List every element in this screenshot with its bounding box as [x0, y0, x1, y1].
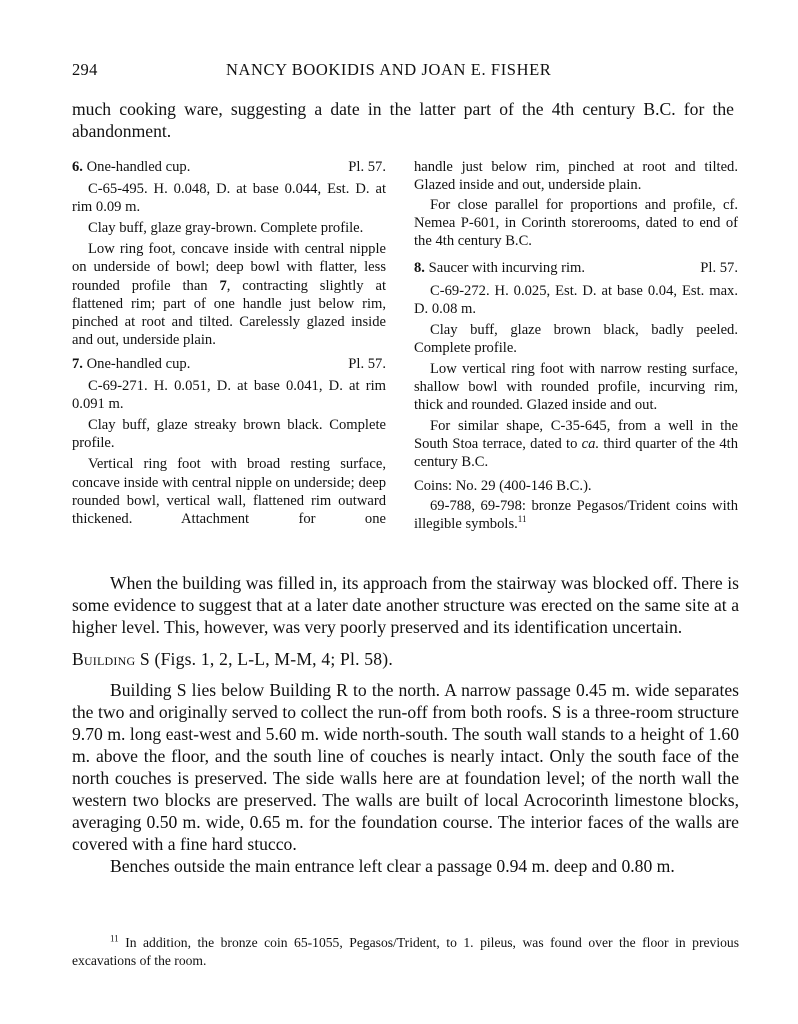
entry-7-description-cont: handle just below rim, pinched at root and tilted. Glazed inside and out, underside plain.	[414, 159, 738, 194]
entry-7-clay: Clay buff, glaze streaky brown black. Complete profile.	[72, 417, 386, 452]
running-head-authors: NANCY BOOKIDIS AND JOAN E. FISHER	[226, 60, 552, 79]
footnote-marker: 11	[110, 933, 119, 944]
entry-7-heading: 7. One-handled cup. Pl. 57.	[72, 355, 386, 372]
entry-8-clay: Clay buff, glaze brown black, badly peeled. Complete profile.	[414, 321, 738, 356]
entry-8-similar: For similar shape, C-35-645, from a well in the South Stoa terrace, dated to ca. third quarter of the 4th century B.C.	[414, 418, 738, 471]
body-paragraph-3: Benches outside the main entrance left clear a passage 0.94 m. deep and 0.80 m.	[110, 856, 675, 876]
entry-8-inventory: C-69-272. H. 0.025, Est. D. at base 0.04, Est. max. D. 0.08 m.	[414, 282, 738, 317]
main-body	[72, 572, 739, 877]
entry-8-heading: 8. Saucer with incurving rim. Pl. 57.	[414, 260, 738, 277]
entry-7-parallel: For close parallel for proportions and profile, cf. Nemea P-601, in Corinth storerooms, dated to end of the 4th century B.C.	[414, 197, 738, 250]
entry-6-inventory: C-65-495. H. 0.048, D. at base 0.044, Est. D. at rim 0.09 m.	[72, 181, 386, 216]
entry-6-heading: 6. One-handled cup. Pl. 57.	[72, 159, 386, 175]
footnote-11: $^{11}$ In addition, the bronze coin 65-1055, Pegasos/Trident, to 1. pileus, was found over the floor in previous excavations of the room.	[72, 933, 739, 968]
entry-7-plate: Pl. 57.	[348, 355, 386, 372]
entry-8-description: Low vertical ring foot with narrow resting surface, shallow bowl with rounded profile, incurving rim, thick and rounded. Glazed inside and out.	[414, 360, 738, 414]
body-paragraph-1: When the building was filled in, its approach from the stairway was blocked off. There is some evidence to suggest that at a later date another structure was erected on the same site at a higher level. This, however, was very poorly preserved and its identification uncertain.	[72, 573, 739, 637]
page-number: 294	[72, 60, 98, 79]
entry-6-description: Low ring foot, concave inside with central nipple on underside of bowl; deep bowl with flatter, less rounded profile than 7, contracting slightly at flattened rim; part of one handle just below rim, pinched at root and tilted. Carelessly glazed inside and out, underside plain.	[72, 241, 386, 348]
entry-6-clay: Clay buff, glaze gray-brown. Complete profile.	[88, 220, 364, 237]
coins-line: Coins: No. 29 (400-146 B.C.).	[414, 477, 592, 494]
footnote	[72, 934, 739, 970]
section-heading-building-s: Building S (Figs. 1, 2, L-L, M-M, 4; Pl. 58).	[72, 649, 393, 669]
catalogue-right-column	[414, 158, 738, 533]
entry-8-plate: Pl. 57.	[700, 260, 738, 277]
entry-7-description: Vertical ring foot with broad resting surface, concave inside with central nipple on underside; deep rounded bowl, vertical wall, flattened rim outward thickened. Attachment for one	[72, 456, 386, 527]
entry-6-plate: Pl. 57.	[348, 159, 386, 175]
catalogue-left-column	[72, 158, 386, 528]
entry-7-inventory: C-69-271. H. 0.051, D. at base 0.041, D. at rim 0.091 m.	[72, 378, 386, 413]
intro-paragraph: much cooking ware, suggesting a date in the latter part of the 4th century B.C. for the abandonment.	[72, 99, 734, 141]
body-paragraph-2: Building S lies below Building R to the north. A narrow passage 0.45 m. wide separates the two and originally served to collect the run-off from both roofs. S is a three-room structure 9.70 m. long east-west and 5.60 m. wide north-south. The south wall stands to a height of 1.60 m. above the floor, and the south line of couches is nearly intact. Only the south face of the north couches is preserved. The side walls here are at foundation level; of the north wall the western two blocks are preserved. The walls are built of local Acrocorinth limestone blocks, averaging 0.50 m. wide, 0.65 m. for the foundation course. The interior faces of the walls are covered with a fine hard stucco.	[72, 680, 739, 854]
footnote-ref-11[interactable]: 11	[517, 513, 527, 524]
coins-detail: 69-788, 69-798: bronze Pegasos/Trident coins with illegible symbols.$^{11}$	[414, 497, 738, 532]
